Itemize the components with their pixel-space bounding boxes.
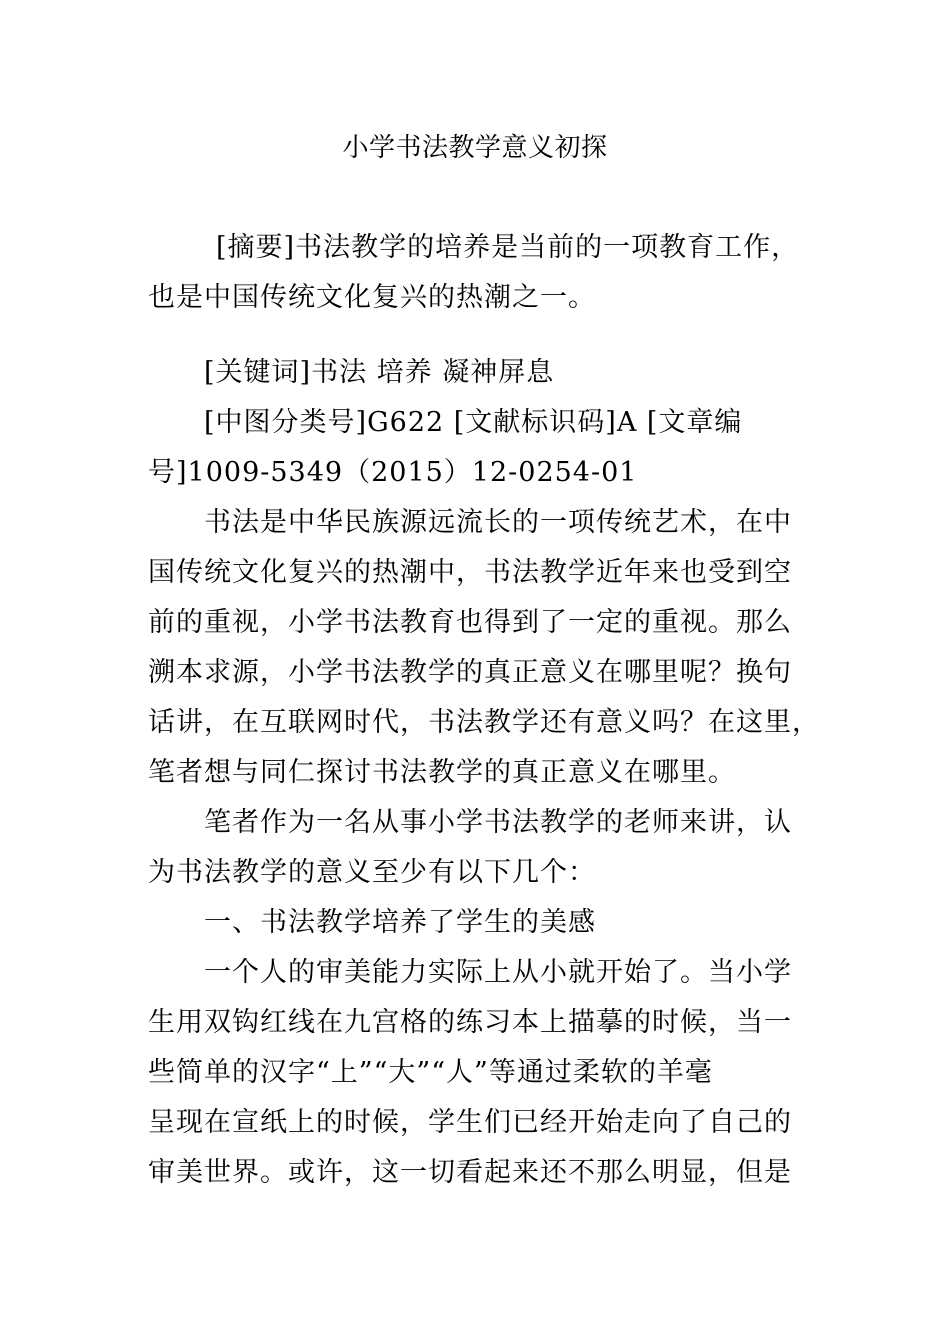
keywords-and-classification [148, 348, 828, 498]
paragraph-2-line: 笔者作为一名从事小学书法教学的老师来讲，认 [204, 807, 792, 838]
paragraph-1-line: 前的重视，小学书法教育也得到了一定的重视。那么 [148, 607, 792, 638]
paragraph-3-line: 生用双钩红线在九宫格的练习本上描摹的时候，当一 [148, 1007, 792, 1038]
classification-line: 号]1009-5349（2015）12-0254-01 [148, 457, 638, 488]
abstract-line: 也是中国传统文化复兴的热潮之一。 [148, 282, 596, 313]
section-heading: 一、书法教学培养了学生的美感 [204, 907, 596, 938]
abstract [148, 223, 828, 323]
keywords: [关键词]书法 培养 凝神屏息 [204, 357, 555, 388]
body-text [148, 498, 828, 1198]
paragraph-1-line: 溯本求源，小学书法教学的真正意义在哪里呢？换句 [148, 657, 792, 688]
paragraph-1-line: 笔者想与同仁探讨书法教学的真正意义在哪里。 [148, 757, 736, 788]
paragraph-1-line: 国传统文化复兴的热潮中，书法教学近年来也受到空 [148, 557, 792, 588]
paragraph-3-line: 一个人的审美能力实际上从小就开始了。当小学 [204, 957, 792, 988]
paragraph-3-line: 审美世界。或许，这一切看起来还不那么明显，但是 [148, 1157, 792, 1188]
document-title: 小学书法教学意义初探 [342, 133, 608, 163]
abstract-line: [摘要]书法教学的培养是当前的一项教育工作， [216, 232, 800, 263]
paragraph-3-line: 呈现在宣纸上的时候，学生们已经开始走向了自己的 [148, 1107, 792, 1138]
paragraph-2-line: 为书法教学的意义至少有以下几个： [148, 857, 596, 888]
paragraph-1-line: 书法是中华民族源远流长的一项传统艺术，在中 [204, 507, 792, 538]
paragraph-1-line: 话讲，在互联网时代，书法教学还有意义吗？在这里， [148, 707, 820, 738]
classification-line: [中图分类号]G622 [文献标识码]A [文章编 [204, 407, 743, 438]
paragraph-3-line: 些简单的汉字“上”“大”“人”等通过柔软的羊毫 [148, 1057, 713, 1088]
